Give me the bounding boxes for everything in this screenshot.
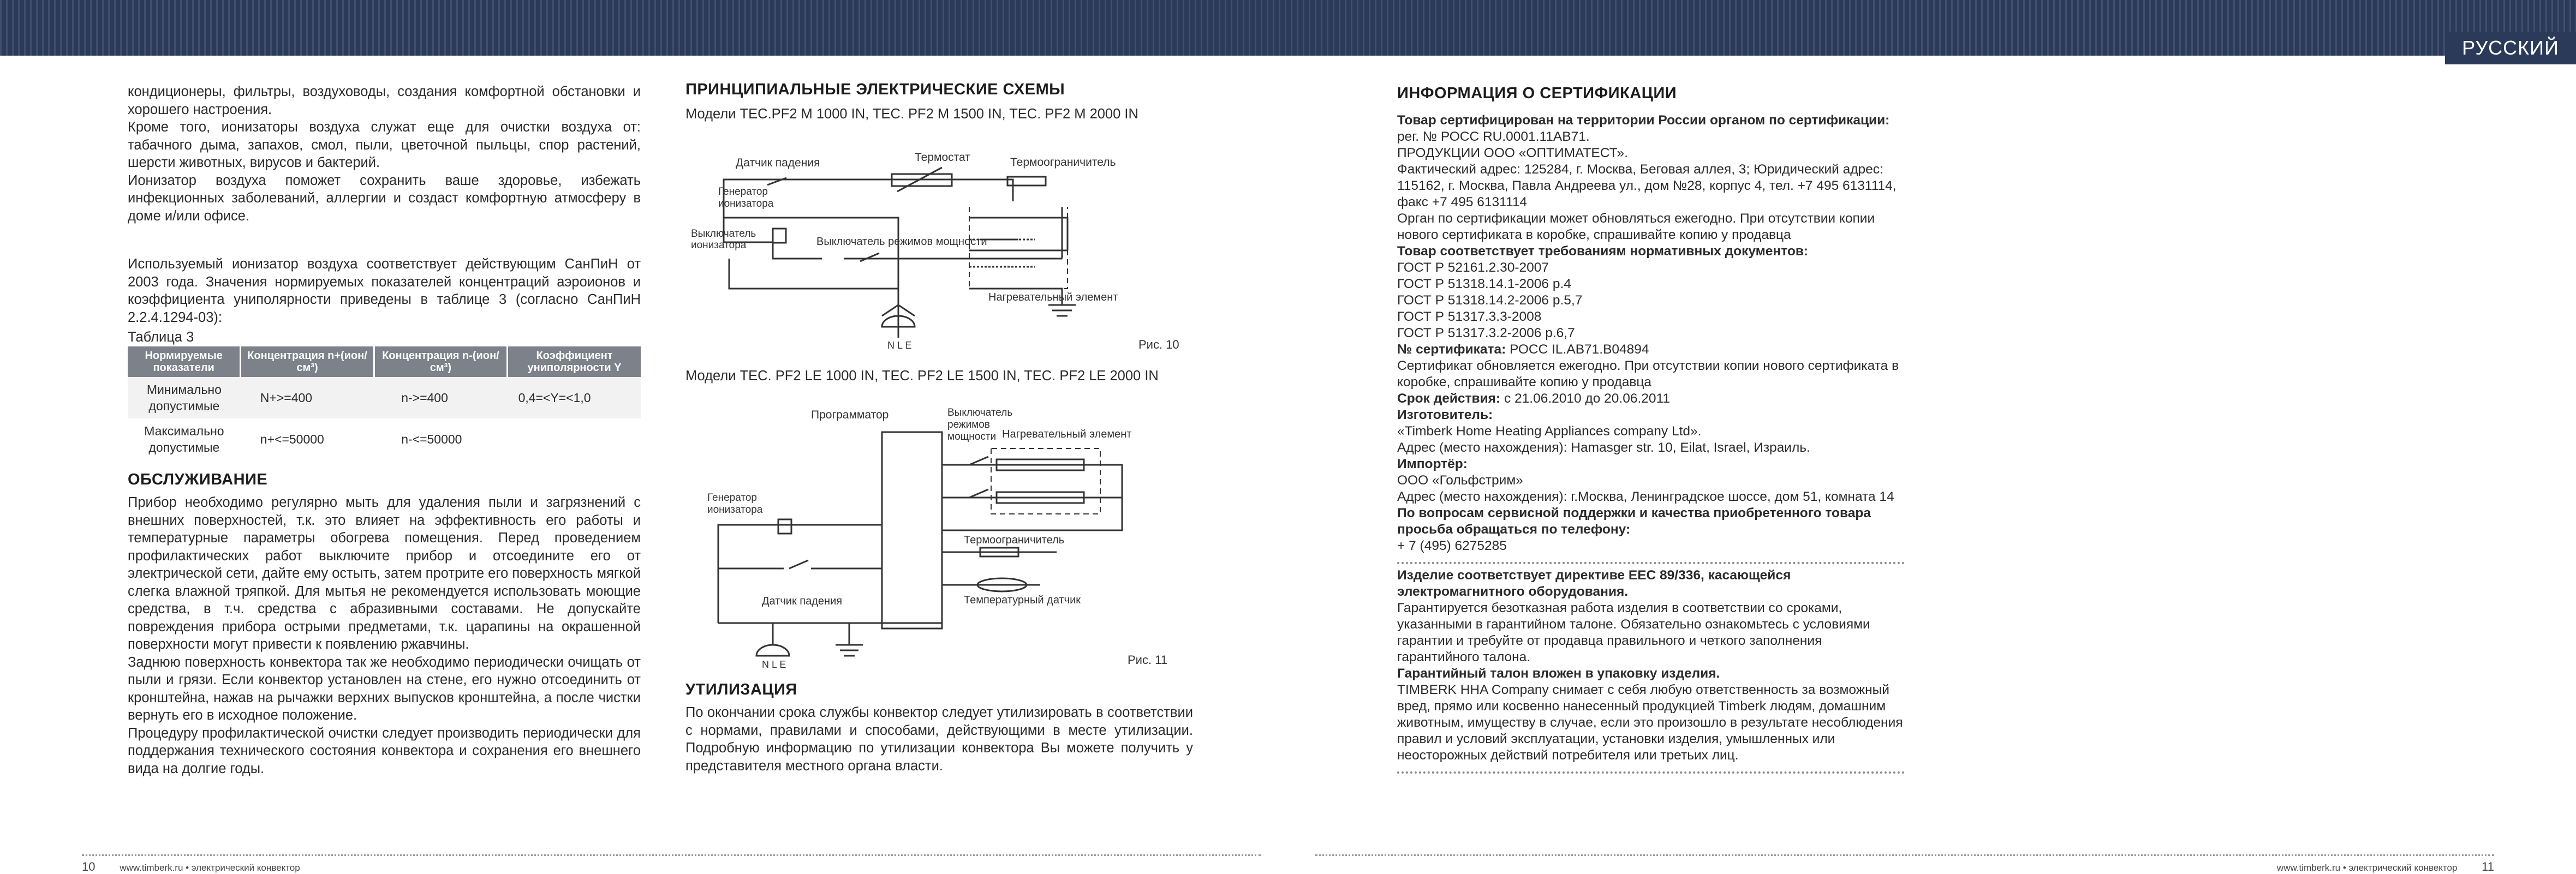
- programmer-label: Программатор: [811, 408, 889, 421]
- ionizer-paragraph-3: Используемый ионизатор воздуха соответствует действующим СанПиН от 2003 года. Значения нормируемых показателей концентраций аэроионов и коэффициента униполярности приведены в таблице 3 (согласно СанПиН 2.2.4.1294-03):: [128, 256, 641, 325]
- footer-site-right: www.timberk.ru • электрический конвектор: [2276, 863, 2458, 873]
- importer-title: Импортёр:: [1397, 457, 1468, 471]
- model-line-2: Модели TEC. PF2 LE 1000 IN, TEC. PF2 LE 1500 IN, TEC. PF2 LE 2000 IN: [685, 368, 1159, 384]
- nle-label: N L E: [887, 340, 912, 351]
- footer-line-left: [82, 854, 1261, 856]
- certification-body-line: [1397, 112, 1905, 145]
- table-cell: N+>=400: [241, 377, 374, 418]
- footer-site-left: www.timberk.ru • электрический конвектор: [120, 863, 300, 873]
- validity-label: Срок действия:: [1397, 391, 1501, 406]
- table-cell: [508, 418, 641, 460]
- footer-line-right: [1315, 854, 2494, 856]
- cert-org-address: Фактический адрес: 125284, г. Москва, Беговая аллея, 3; Юридический адрес: 115162, г. Москва, Павла Андреева ул., дом №28, корпус 4, тел. +7 495 6131114, факс +7 495 6131114: [1397, 162, 1897, 209]
- mode-switch-label-3: мощности: [947, 430, 997, 442]
- liability-text: TIMBERK HHA Company снимает с себя любую ответственность за возможный вред, прямо или косвенно нанесенный продукцией Timberk людям, домашним животным, имуществу в случае, если это произошло в результате несоблюдения правил и условий эксплуатации, установки изделия, умышленных или неосторожных действий потребителя или третьих лиц.: [1397, 683, 1903, 763]
- page-number-left: 10: [82, 860, 96, 873]
- cert-body-reg: рег. № РОСС RU.0001.11AB71.: [1397, 129, 1590, 144]
- maintenance-paragraph-3: Процедуру профилактической очистки следует производить периодически для поддержания технического состояния конвектора и сохранения его внешнего вида на долгие годы.: [128, 725, 641, 776]
- manufacturer-title: Изготовитель:: [1397, 408, 1493, 422]
- table-cell: n+<=50000: [260, 432, 324, 446]
- guarantee-text: Гарантируется безотказная работа изделия в соответствии со сроками, указанными в гарантийном талоне. Обязательно ознакомьтесь с условиями гарантии и требуйте от продавца правильного и четкого заполнения гарантийного талона.: [1397, 601, 1870, 665]
- heater-label: Нагревательный элемент: [988, 291, 1118, 303]
- validity-value: с 21.06.2010 до 20.06.2011: [1500, 391, 1670, 406]
- utilization-title: УТИЛИЗАЦИЯ: [685, 680, 797, 698]
- cert-body-bold: Товар сертифицирован на территории России органом по сертификации:: [1397, 113, 1890, 128]
- thermostat-label: Термостат: [915, 151, 970, 164]
- service-title: По вопросам сервисной поддержки и качества приобретенного товара просьба обращаться по телефону:: [1397, 506, 1871, 537]
- table-cell: 0,4=<Y=<1,0: [508, 377, 641, 418]
- table-cell: Минимально допустимые: [128, 377, 241, 418]
- section-divider: [1397, 562, 1905, 564]
- temp-sensor-label: Температурный датчик: [964, 594, 1081, 606]
- coupon-note: Гарантийный талон вложен в упаковку изделия.: [1397, 666, 1720, 681]
- certificate-number-label: № сертификата:: [1397, 342, 1506, 357]
- maintenance-paragraph-2: Заднюю поверхность конвектора так же необходимо периодически очищать от пыли и грязи. Если конвектор установлен на стене, его нужно отсоединить от кронштейна, нажав на рычажки верхних выпусков кронштейна, а после чистки вернуть его в исходное положение.: [128, 654, 641, 723]
- ionizer-generator-label-2: ионизатора: [718, 198, 774, 209]
- fall-sensor-label-fig11: Датчик падения: [762, 595, 843, 607]
- right-column: [1397, 85, 1905, 777]
- manufacturer-address: Адрес (место нахождения): Hamasger str. 10, Eilat, Israel, Израиль.: [1397, 440, 1810, 455]
- validity: [1397, 391, 1905, 407]
- norm-docs-title: Товар соответствует требованиям нормативных документов:: [1397, 244, 1809, 259]
- manufacturer-name: «Timberk Home Heating Appliances company Ltd».: [1397, 424, 1702, 439]
- ionizer-switch-label-2: ионизатора: [691, 240, 747, 251]
- table-header-cell: Концентрация n+(ион/см³): [241, 346, 374, 377]
- table-caption: Таблица 3: [128, 330, 194, 345]
- table-header-cell: Коэффициент униполярности Y: [508, 346, 641, 377]
- gost-item: ГОСТ Р 51318.14.2-2006 р.5,7: [1397, 293, 1583, 308]
- footer-left: [82, 860, 300, 874]
- footer-right: [2277, 860, 2494, 874]
- ionizer-paragraph-1: Кроме того, ионизаторы воздуха служат еще для очистки воздуха от: табачного дыма, запахов, смол, пыли, цветочной пыльцы, спор растений, шерсти животных, вирусов и бактерий.: [128, 119, 641, 170]
- importer-name: ООО «Гольфстрим»: [1397, 473, 1523, 488]
- ionizer-generator-label-fig11-2: ионизатора: [707, 504, 763, 516]
- gost-item: ГОСТ Р 52161.2.30-2007: [1397, 260, 1549, 275]
- middle-column: [685, 81, 1198, 775]
- figure-10-caption: Рис. 10: [1138, 338, 1179, 351]
- schemes-title: ПРИНЦИПИАЛЬНЫЕ ЭЛЕКТРИЧЕСКИЕ СХЕМЫ: [685, 81, 1065, 98]
- certification-title: ИНФОРМАЦИЯ О СЕРТИФИКАЦИИ: [1397, 85, 1677, 102]
- ionizer-generator-label-1: Генератор: [718, 186, 768, 197]
- wiring-diagram-fig10: [685, 125, 1198, 360]
- mode-switch-label-1: Выключатель: [947, 406, 1013, 418]
- maintenance-title: ОБСЛУЖИВАНИЕ: [128, 470, 268, 488]
- gost-item: ГОСТ Р 51317.3.3-2008: [1397, 309, 1542, 324]
- nle-label-fig11: N L E: [762, 659, 786, 670]
- model-line-1: Модели TEC.PF2 M 1000 IN, TEC. PF2 M 1500 IN, TEC. PF2 M 2000 IN: [685, 106, 1138, 122]
- service-phone: + 7 (495) 6275285: [1397, 538, 1507, 553]
- language-label: РУССКИЙ: [2445, 32, 2576, 64]
- table-header-cell: Концентрация n-(ион/см³): [374, 346, 507, 377]
- table-cell: n-<=50000: [401, 432, 462, 446]
- ion-concentration-table: [128, 346, 641, 460]
- ionizer-generator-label-fig11-1: Генератор: [707, 492, 757, 504]
- certificate-number-value: РОСС IL.AB71.B04894: [1506, 342, 1649, 357]
- certificate-number: [1397, 342, 1905, 358]
- importer-address: Адрес (место нахождения): г.Москва, Ленинградское шоссе, дом 51, комната 14: [1397, 489, 1894, 504]
- wiring-diagram-fig11: [685, 388, 1198, 672]
- maintenance-paragraph-1: Прибор необходимо регулярно мыть для удаления пыли и загрязнений с внешних поверхностей, т.к. это влияет на эффективность его работы и температурные параметры обогрева помещения. Перед проведением профилактических работ выключите прибор и отсоедините его от электрической сети, дайте ему остыть, затем протрите его поверхность мягкой слегка влажной тряпкой. Для мытья не рекомендуется использовать моющие средства, в т.ч. средства с абразивными составами. Не допускайте повреждения прибора острыми предметами, т.к. царапины на окрашенной поверхности могут привести к появлению ржавчины.: [128, 495, 641, 652]
- section-divider-bottom: [1397, 771, 1905, 774]
- utilization-text: По окончании срока службы конвектор следует утилизировать в соответствии с нормами, правилами и способами, действующими в месте утилизации. Подробную информацию по утилизации конвектора Вы можете получить у представителя местного органа власти.: [685, 705, 1193, 774]
- page-number-right: 11: [2482, 860, 2494, 873]
- intro-text: кондиционеры, фильтры, воздуховоды, создания комфортной обстановки и хорошего настроения.: [128, 84, 641, 117]
- cert-org-note: Орган по сертификации может обновляться ежегодно. При отсутствии копии нового сертификата в коробке, спрашивайте копию у продавца: [1397, 211, 1875, 242]
- cert-org-name: ПРОДУКЦИИ ООО «ОПТИМАТЕСТ».: [1397, 146, 1628, 160]
- gost-item: ГОСТ Р 51317.3.2-2006 р.6,7: [1397, 326, 1575, 340]
- header-bar: [0, 0, 2576, 59]
- thermolimiter-label-fig11: Термоограничитель: [964, 534, 1065, 546]
- gost-item: ГОСТ Р 51318.14.1-2006 р.4: [1397, 277, 1571, 291]
- ionizer-switch-label-1: Выключатель: [691, 228, 756, 240]
- heater-label-fig11: Нагревательный элемент: [1002, 428, 1132, 440]
- thermolimiter-label: Термоограничитель: [1010, 156, 1116, 169]
- ionizer-paragraph-2: Ионизатор воздуха поможет сохранить ваше здоровье, избежать инфекционных заболеваний, аллергии и создаст комфортную атмосферу в доме и/или офисе.: [128, 172, 641, 224]
- table-header-cell: Нормируемые показатели: [128, 346, 241, 377]
- table-row: [128, 418, 641, 460]
- mode-switch-label: Выключатель режимов мощности: [816, 236, 987, 248]
- table-cell: Максимально допустимые: [144, 423, 224, 454]
- emc-directive: Изделие соответствует директиве EEC 89/336, касающейся электромагнитного оборудования.: [1397, 568, 1791, 599]
- figure-11-caption: Рис. 11: [1128, 652, 1168, 667]
- left-column: [128, 83, 641, 777]
- fall-sensor-label: Датчик падения: [736, 157, 820, 169]
- table-row: [128, 377, 641, 418]
- table-cell: n->=400: [374, 377, 507, 418]
- mode-switch-label-2: режимов: [947, 418, 990, 430]
- certificate-note: Сертификат обновляется ежегодно. При отсутствии копии нового сертификата в коробке, спрашивайте копию у продавца: [1397, 358, 1899, 390]
